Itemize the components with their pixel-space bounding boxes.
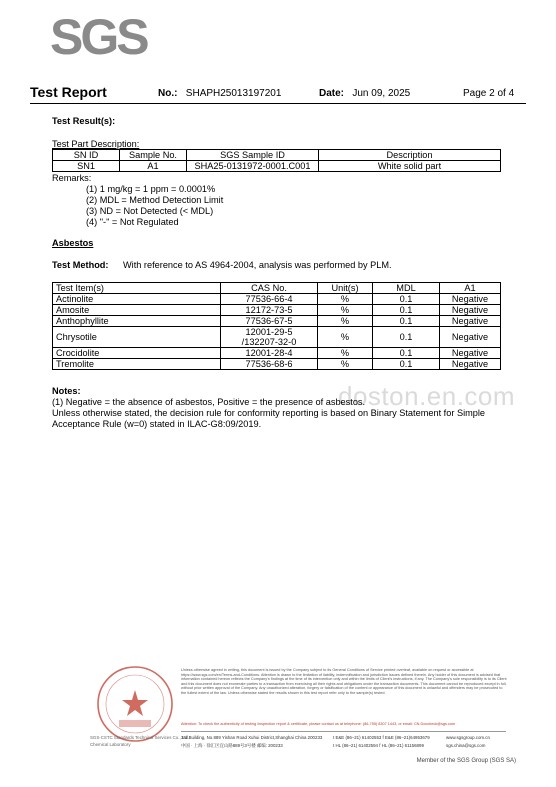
- column-header: A1: [440, 283, 501, 294]
- notes: [52, 386, 485, 430]
- table-cell: A1: [120, 161, 187, 172]
- remark-item: (2) MDL = Method Detection Limit: [86, 195, 224, 205]
- footer-rule: [181, 731, 506, 732]
- authenticity-notice: Attention: To check the authenticity of testing /inspection report & certificate, please contact us at telephone: (86-755) 8307 1443, or email: CN.Doccheck@sgs.com: [181, 722, 456, 726]
- remark-item: (1) 1 mg/kg = 1 ppm = 0.0001%: [86, 184, 216, 194]
- column-header: CAS No.: [221, 283, 318, 294]
- report-date: Date: Jun 09, 2025: [319, 88, 411, 99]
- company-seal: [95, 664, 175, 744]
- report-title: Test Report: [30, 84, 107, 100]
- table-cell: Tremolite: [53, 359, 221, 370]
- column-header: SN ID: [53, 150, 120, 161]
- table-row: [53, 305, 501, 316]
- column-header: SGS Sample ID: [187, 150, 319, 161]
- address-en: 3rd Building, No.889 Yishan Road Xuhui District,Shanghai China 200233: [181, 735, 323, 740]
- table-cell: 0.1: [373, 316, 440, 327]
- table-cell: %: [318, 359, 373, 370]
- notes-heading: Notes:: [52, 386, 81, 396]
- table-cell: 0.1: [373, 327, 440, 348]
- table-cell: Anthophyllite: [53, 316, 221, 327]
- telephone-2: t HL (86–21) 61402594 f HL (86–21) 61156899: [333, 743, 424, 748]
- table-row: [53, 161, 501, 172]
- table-cell: %: [318, 327, 373, 348]
- sgs-logo: [50, 8, 147, 68]
- table-cell: 77536-67-5: [221, 316, 318, 327]
- remarks-heading: Remarks:: [52, 173, 92, 183]
- table-cell: 0.1: [373, 294, 440, 305]
- test-method-text: With reference to AS 4964-2004, analysis was performed by PLM.: [123, 260, 392, 270]
- table-cell: %: [318, 316, 373, 327]
- table-header-row: [53, 150, 501, 161]
- note-line: Acceptance Rule (w=0) stated in ILAC-G8:09/2019.: [52, 419, 262, 429]
- table-cell: Negative: [440, 348, 501, 359]
- table-row: [53, 294, 501, 305]
- member-statement: Member of the SGS Group (SGS SA): [416, 758, 516, 764]
- column-header: Description: [319, 150, 501, 161]
- table-cell: 0.1: [373, 305, 440, 316]
- remark-item: (4) "-" = Not Regulated: [86, 217, 179, 227]
- table-cell: 77536-66-4: [221, 294, 318, 305]
- table-row: [53, 348, 501, 359]
- note-line: Unless otherwise stated, the decision rule for conformity reporting is based on Binary Statement for Simple: [52, 408, 486, 418]
- company-lab: Chemical Laboratory: [90, 742, 131, 747]
- table-cell: 12001-28-4: [221, 348, 318, 359]
- svg-text:SGS: SGS: [50, 9, 147, 65]
- table-cell: Negative: [440, 294, 501, 305]
- table-cell: 12172-73-5: [221, 305, 318, 316]
- asbestos-results-table: [52, 282, 501, 370]
- website-link[interactable]: www.sgsgroup.com.cn: [446, 735, 490, 740]
- test-method: Test Method:: [52, 260, 109, 270]
- email-link[interactable]: sgs.china@sgs.com: [446, 743, 486, 748]
- company-name: SGS-CSTC Standards Technical Services Co., Ltd.: [90, 735, 190, 740]
- table-cell: Negative: [440, 327, 501, 348]
- table-cell: SHA25-0131972-0001.C001: [187, 161, 319, 172]
- telephone-1: t E&E (86–21) 61402553 f E&E (86–21)64953679: [333, 735, 430, 740]
- table-row: [53, 327, 501, 348]
- results-heading: Test Result(s):: [52, 116, 116, 126]
- terms-fine-print: Unless otherwise agreed in writing, this document is issued by the Company subject to its General Conditions of Service printed overleaf, available on request or accessible at https://www.sgs.com/en/Terms-and-Conditions. Attention is drawn to the limitation of liability, indemnification and jurisdiction issues defined therein. Any holder of this document is advised that information contained hereon reflects the Company's findings at the time of its intervention only and within the limits of Client's instructions, if any. The Company's sole responsibility is to its Client and this document does not exonerate parties to a transaction from exercising all their rights and obligations under the transaction documents. This document cannot be reproduced except in full, without prior written approval of the Company. Any unauthorized alteration, forgery or falsification of the content or appearance of this document is unlawful and offenders may be prosecuted to the fullest extent of the law. Unless otherwise stated the results shown in this test report refer only to the sample(s) tested.: [181, 668, 507, 695]
- column-header: Unit(s): [318, 283, 373, 294]
- column-header: Test Item(s): [53, 283, 221, 294]
- header-rule: [30, 103, 526, 104]
- remarks-list: [86, 184, 223, 228]
- table-cell: %: [318, 294, 373, 305]
- table-cell: Chrysotile: [53, 327, 221, 348]
- table-header-row: [53, 283, 501, 294]
- note-line: (1) Negative = the absence of asbestos, Positive = the presence of asbestos.: [52, 397, 366, 407]
- column-header: Sample No.: [120, 150, 187, 161]
- watermark: doston.en.com: [338, 381, 516, 411]
- table-cell: 0.1: [373, 359, 440, 370]
- table-cell: SN1: [53, 161, 120, 172]
- report-number: No.: SHAPH25013197201: [158, 88, 282, 99]
- table-cell: 12001-29-5 /132207-32-0: [221, 327, 318, 348]
- table-row: [53, 359, 501, 370]
- part-description-heading: Test Part Description:: [52, 139, 140, 149]
- asbestos-heading: Asbestos: [52, 238, 94, 248]
- remark-item: (3) ND = Not Detected (< MDL): [86, 206, 214, 216]
- table-cell: 77536-68-6: [221, 359, 318, 370]
- table-cell: 0.1: [373, 348, 440, 359]
- address-cn: 中国 · 上海 · 徐汇区宜山路889号3号楼 邮编: 200233: [181, 743, 283, 748]
- table-cell: Crocidolite: [53, 348, 221, 359]
- table-cell: %: [318, 305, 373, 316]
- table-cell: Negative: [440, 305, 501, 316]
- column-header: MDL: [373, 283, 440, 294]
- table-cell: Actinolite: [53, 294, 221, 305]
- table-row: [53, 316, 501, 327]
- table-cell: Amosite: [53, 305, 221, 316]
- table-cell: Negative: [440, 359, 501, 370]
- part-description-table: [52, 149, 501, 172]
- table-cell: %: [318, 348, 373, 359]
- table-cell: White solid part: [319, 161, 501, 172]
- page-number: Page 2 of 4: [463, 88, 515, 99]
- table-cell: Negative: [440, 316, 501, 327]
